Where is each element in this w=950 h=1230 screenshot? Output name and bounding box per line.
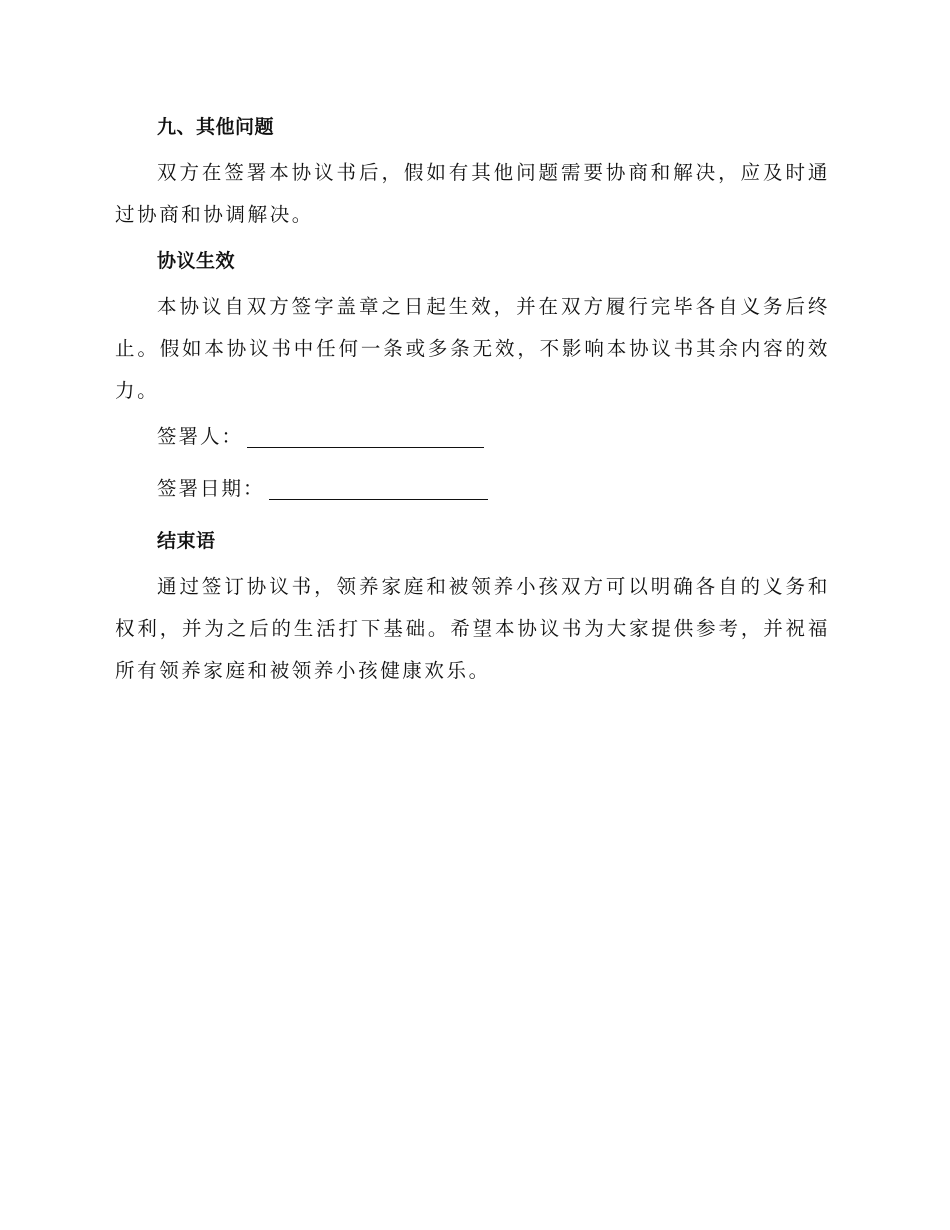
document-content xyxy=(115,110,830,700)
signer-row xyxy=(115,420,830,454)
section-body-agreement-effect: 本协议自双方签字盖章之日起生效，并在双方履行完毕各自义务后终止。假如本协议书中任何一条或多条无效，不影响本协议书其余内容的效力。 xyxy=(115,295,830,402)
sign-date-label: 签署日期： xyxy=(157,477,265,500)
section-heading-other-issues: 九、其他问题 xyxy=(157,116,275,138)
section-body-other-issues: 双方在签署本协议书后，假如有其他问题需要协商和解决，应及时通过协商和协调解决。 xyxy=(115,161,830,226)
section-heading-agreement-effect: 协议生效 xyxy=(157,250,236,272)
sign-date-blank-line xyxy=(269,473,488,500)
sign-date-row xyxy=(115,472,830,506)
signer-label: 签署人： xyxy=(157,425,244,448)
signer-blank-line xyxy=(247,421,484,448)
section-heading-closing: 结束语 xyxy=(157,530,216,552)
section-body-closing: 通过签订协议书，领养家庭和被领养小孩双方可以明确各自的义务和权利，并为之后的生活打下基础。希望本协议书为大家提供参考，并祝福所有领养家庭和被领养小孩健康欢乐。 xyxy=(115,575,830,682)
